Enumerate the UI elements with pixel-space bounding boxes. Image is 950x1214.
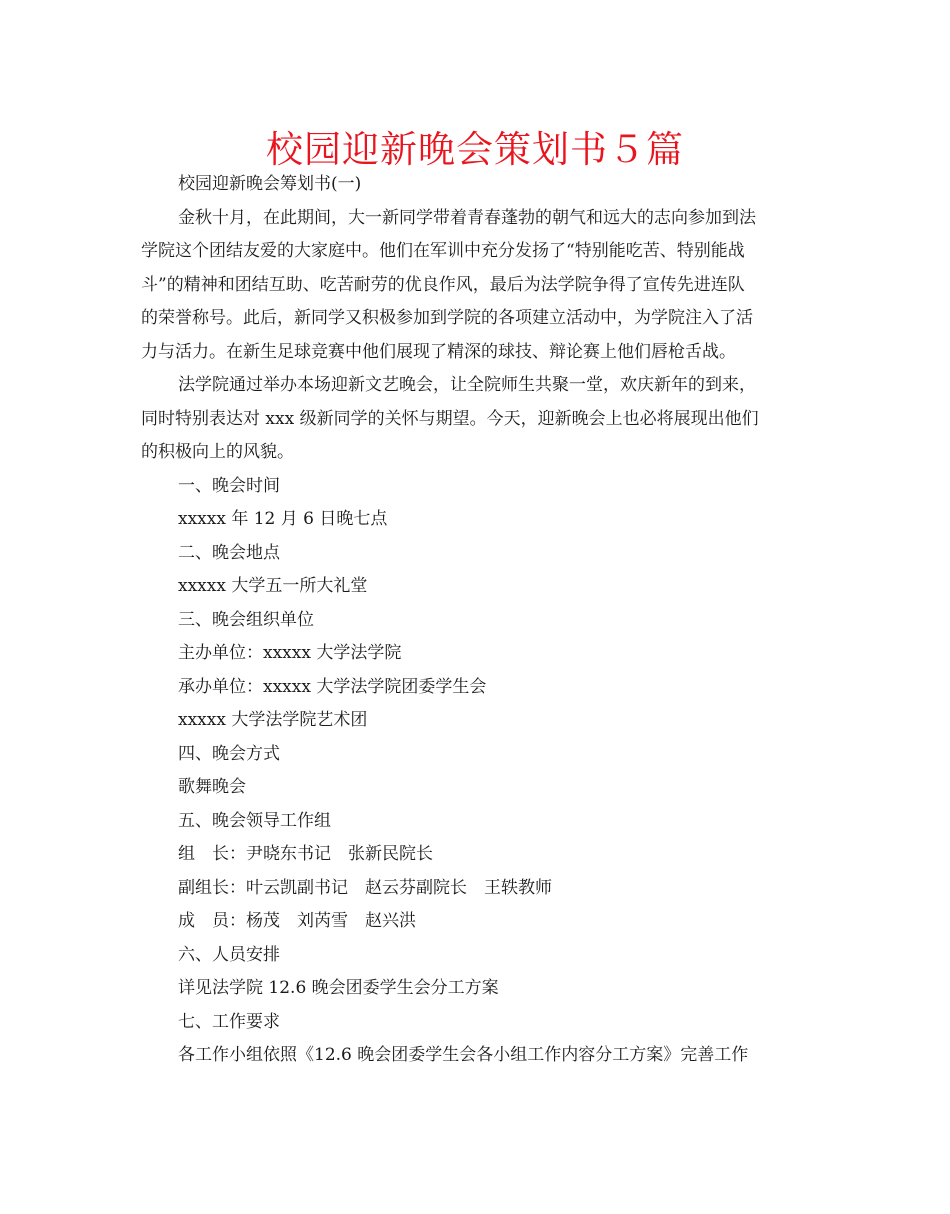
art-troupe: xxxxx 大学法学院艺术团 [178, 710, 368, 730]
paragraph-line: 学院这个团结友爱的大家庭中。他们在军训中充分发扬了“特别能吃苦、特别能战 [141, 241, 745, 261]
section-heading-format: 四、晚会方式 [178, 743, 280, 764]
plan-items [141, 470, 811, 1073]
staffing-detail: 详见法学院 12.6 晚会团委学生会分工方案 [178, 978, 499, 998]
document-title: 校园迎新晚会策划书５篇 [266, 128, 684, 171]
requirements-detail: 各工作小组依照《12.6 晚会团委学生会各小组工作内容分工方案》完善工作 [178, 1045, 749, 1065]
paragraph-line: 力与活力。在新生足球竞赛中他们展现了精深的球技、辩论赛上他们唇枪舌战。 [141, 341, 736, 362]
purpose-paragraph [141, 369, 811, 470]
section-subtitle: 校园迎新晚会筹划书(一) [178, 174, 362, 194]
co-organizer: 承办单位：xxxxx 大学法学院团委学生会 [178, 676, 487, 697]
paragraph-line: 的积极向上的风貌。 [141, 442, 294, 462]
group-leader: 组 长：尹晓东书记 张新民院长 [178, 844, 433, 864]
paragraph-line: 法学院通过举办本场迎新文艺晚会，让全院师生共聚一堂，欢庆新年的到来， [178, 375, 756, 395]
paragraph-line: 的荣誉称号。此后，新同学又积极参加到学院的各项建立活动中，为学院注入了活 [141, 308, 753, 328]
event-format: 歌舞晚会 [178, 777, 246, 797]
intro-paragraph [141, 202, 811, 370]
paragraph-line: 斗”的精神和团结互助、吃苦耐劳的优良作风，最后为法学院争得了宣传先进连队 [141, 274, 745, 295]
section-heading-time: 一、晚会时间 [178, 475, 280, 496]
host-organizer: 主办单位：xxxxx 大学法学院 [178, 643, 402, 663]
section-heading-organizers: 三、晚会组织单位 [178, 609, 314, 630]
section-heading-staffing: 六、人员安排 [178, 944, 280, 965]
group-members: 成 员：杨茂 刘芮雪 赵兴洪 [178, 911, 416, 931]
section-heading-requirements: 七、工作要求 [178, 1011, 280, 1032]
event-location: xxxxx 大学五一所大礼堂 [178, 576, 368, 596]
paragraph-line: 金秋十月，在此期间，大一新同学带着青春蓬勃的朝气和远大的志向参加到法 [178, 207, 756, 228]
section-heading-location: 二、晚会地点 [178, 542, 280, 563]
section-heading-leadership: 五、晚会领导工作组 [178, 810, 331, 831]
paragraph-line: 同时特别表达对 xxx 级新同学的关怀与期望。今天，迎新晚会上也必将展现出他们 [141, 408, 759, 429]
document-body [141, 168, 811, 1073]
event-time: xxxxx 年 12 月 6 日晚七点 [178, 509, 388, 529]
deputy-leader: 副组长：叶云凯副书记 赵云芬副院长 王轶教师 [178, 877, 552, 898]
